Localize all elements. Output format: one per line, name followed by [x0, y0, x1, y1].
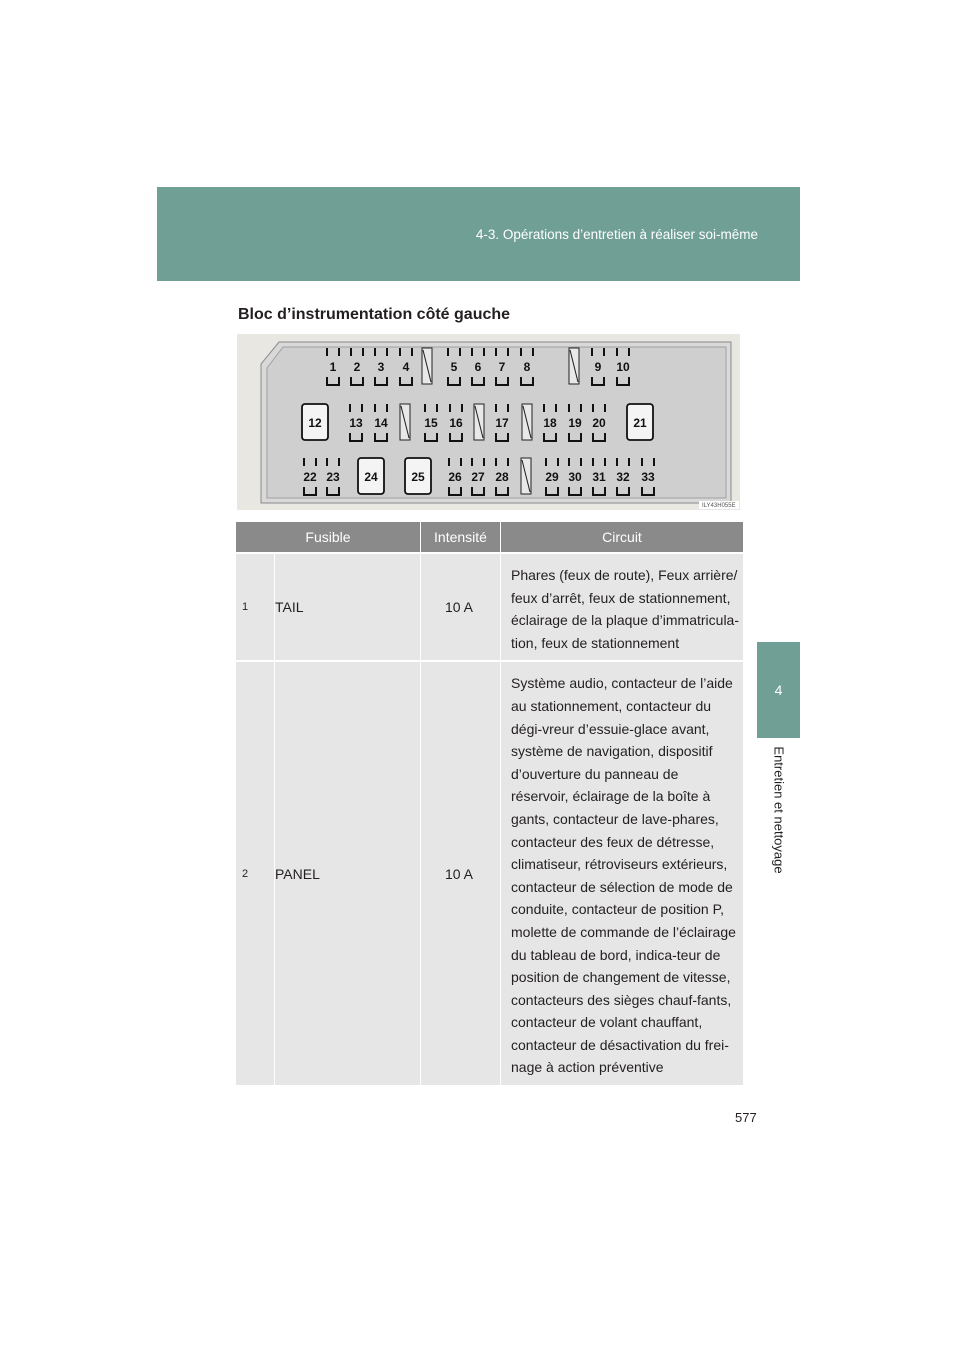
fuse-label: 17 [495, 416, 509, 430]
header-circuit: Circuit [501, 522, 744, 553]
fuse-label: 18 [543, 416, 557, 430]
fuse-slot-large [627, 404, 653, 440]
section-title: Bloc d’instrumentation côté gauche [238, 306, 511, 323]
fuse-slot-large [358, 458, 384, 494]
fuse-label: 28 [495, 470, 509, 484]
fuse-label: 30 [568, 470, 582, 484]
fuse-label: 27 [471, 470, 485, 484]
fuse-box-diagram [237, 334, 740, 510]
fuse-label: 22 [303, 470, 317, 484]
fuse-label: 2 [353, 360, 361, 374]
fuse-slot-large [405, 458, 431, 494]
header-band [157, 187, 800, 281]
fuse-label: 24 [364, 470, 378, 484]
fuse-label: 5 [450, 360, 458, 374]
fuse-label: 26 [448, 470, 462, 484]
chapter-tab [757, 642, 800, 738]
fuse-circuit: Phares (feux de route), Feux arrière/ feux d’arrêt, feux de stationnement, éclairage de la plaque d’immatricula-tion, feux de stationnement [501, 553, 744, 661]
fuse-label: 20 [592, 416, 606, 430]
table-row [236, 661, 743, 1085]
fuse-label: 15 [424, 416, 438, 430]
header-intensite: Intensité [421, 522, 501, 553]
fuse-label: 3 [377, 360, 385, 374]
fuse-label: 13 [349, 416, 363, 430]
empty-slot [521, 458, 531, 494]
fuse-number: 2 [236, 661, 275, 1085]
fuse-label: 32 [616, 470, 630, 484]
chapter-label: Entretien et nettoyage [771, 746, 787, 874]
header-fusible: Fusible [236, 522, 421, 553]
fuse-label: 23 [326, 470, 340, 484]
table-row [236, 553, 743, 661]
fuse-label: 33 [641, 470, 655, 484]
fuse-label: 21 [633, 416, 647, 430]
fuse-table [236, 522, 743, 1085]
empty-slot [474, 404, 484, 440]
fuse-name: PANEL [275, 661, 421, 1085]
fuse-slot-large [302, 404, 328, 440]
section-header: 4-3. Opérations d’entretien à réaliser soi-même [475, 227, 758, 242]
fuse-label: 16 [449, 416, 463, 430]
fuse-name: TAIL [275, 553, 421, 661]
chapter-number: 4 [774, 682, 783, 698]
fuse-label: 12 [308, 416, 322, 430]
fuse-label: 25 [411, 470, 425, 484]
fuse-circuit: Système audio, contacteur de l’aide au stationnement, contacteur du dégi-vreur d’essuie-glace avant, système de navigation, dispositif d’ouverture du panneau de réservoir, éclairage de la boîte à gants, contacteur de lave-phares, contacteur des feux de détresse, climatiseur, rétroviseurs extérieurs, contacteur de sélection de mode de conduite, contacteur de position P, molette de commande de l’éclairage du tableau de bord, indica-teur de position de changement de vitesse, contacteurs des sièges chauf-fants, contacteur de volant chauffant, contacteur de désactivation du frei-nage à action préventive [501, 661, 744, 1085]
fuse-label: 19 [568, 416, 582, 430]
fuse-label: 7 [498, 360, 506, 374]
empty-slot [422, 348, 432, 384]
diagram-code: ILY43H055E [702, 503, 736, 509]
empty-slot [569, 348, 579, 384]
page-number: 577 [735, 1110, 757, 1125]
fuse-amperage: 10 A [421, 553, 501, 661]
fuse-label: 31 [592, 470, 606, 484]
fuse-label: 29 [545, 470, 559, 484]
fuse-label: 8 [523, 360, 531, 374]
fuse-number: 1 [236, 553, 275, 661]
fuse-label: 4 [402, 360, 410, 374]
empty-slot [522, 404, 532, 440]
empty-slot [400, 404, 410, 440]
fuse-label: 9 [594, 360, 602, 374]
fuse-label: 6 [474, 360, 482, 374]
fuse-label: 14 [374, 416, 388, 430]
fuse-label: 10 [616, 360, 630, 374]
fuse-amperage: 10 A [421, 661, 501, 1085]
fuse-label: 1 [329, 360, 337, 374]
